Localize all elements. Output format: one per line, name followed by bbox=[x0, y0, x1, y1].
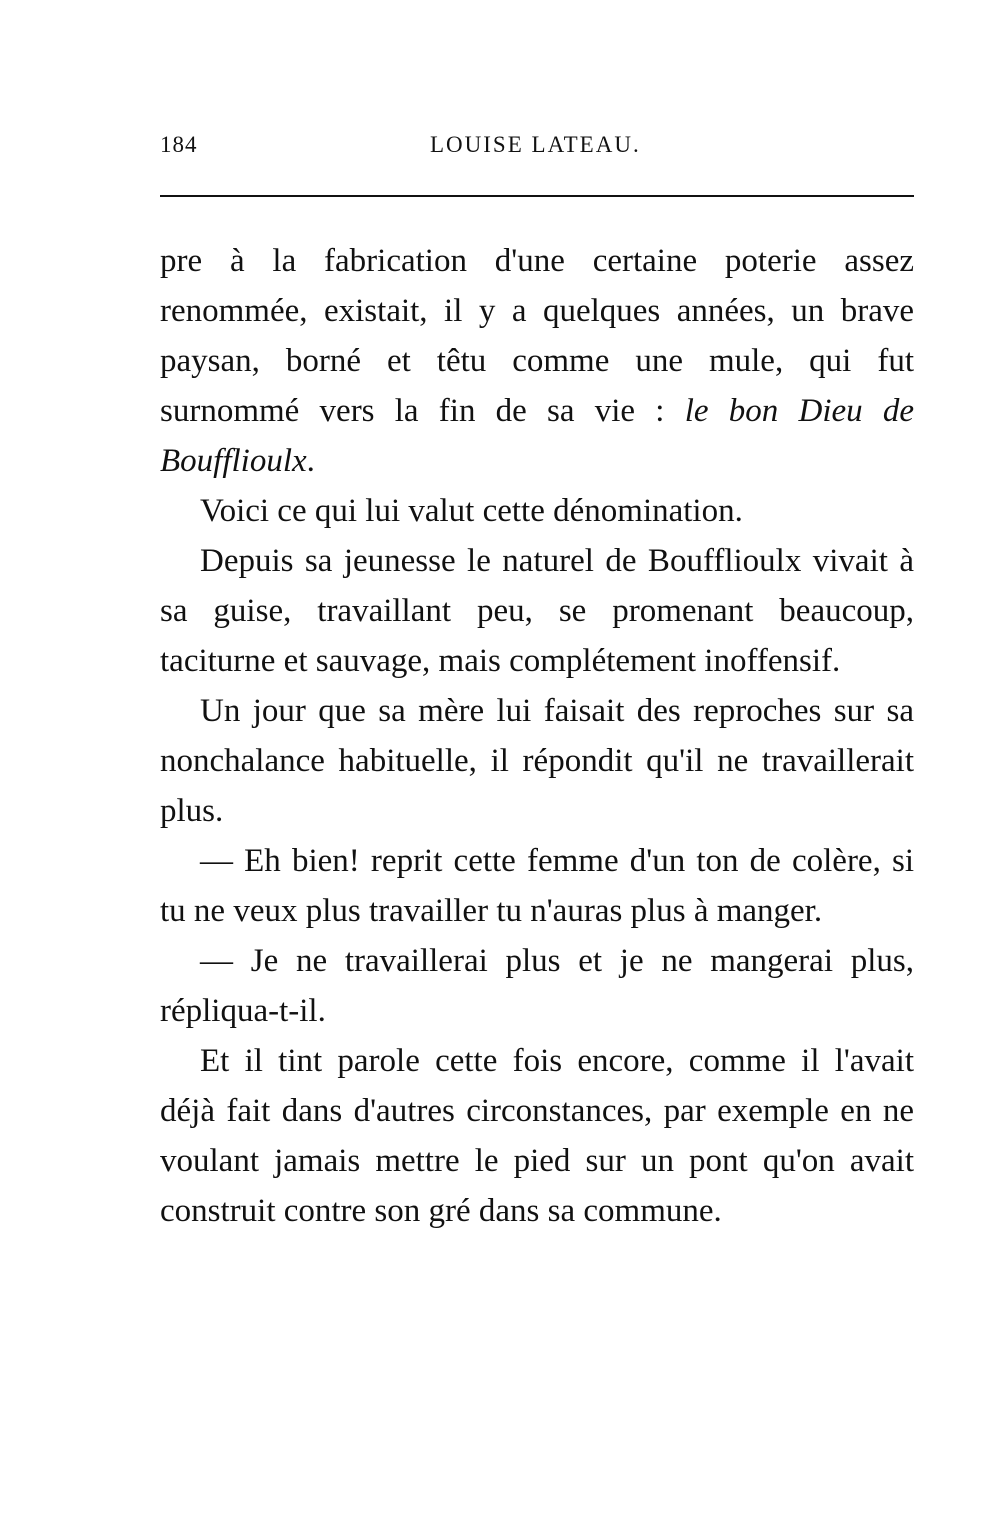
paragraph: Un jour que sa mère lui faisait des reproches sur sa nonchalance habituelle, il répondit qu'il ne travaillerait plus. bbox=[160, 693, 914, 829]
paragraph: Voici ce qui lui valut cette dénomination. bbox=[200, 493, 743, 529]
dialogue-paragraph: — Je ne travaillerai plus et je ne mangerai plus, répliqua-t-il. bbox=[160, 943, 914, 1029]
paragraph-continuation bbox=[160, 236, 914, 486]
running-title: LOUISE LATEAU. bbox=[430, 132, 641, 157]
paragraph: Et il tint parole cette fois encore, comme il l'avait déjà fait dans d'autres circonstances, par exemple en ne voulant jamais mettre le pied sur un pont qu'on avait construit contre son gré dans sa commune. bbox=[160, 1043, 914, 1229]
body-text bbox=[160, 236, 914, 1236]
paragraph-text: pre à la fabrication d'une certaine poterie assez renommée, existait, il y a quelques années, un brave paysan, borné et têtu comme une mule, qui fut surnommé vers la fin de sa vie : bbox=[160, 243, 914, 429]
paragraph: Depuis sa jeunesse le naturel de Boufflioulx vivait à sa guise, travaillant peu, se promenant beaucoup, taciturne et sauvage, mais complétement inoffensif. bbox=[160, 543, 914, 679]
italic-name: le bon Dieu de Boufflioulx bbox=[160, 393, 915, 479]
header-rule bbox=[160, 195, 914, 197]
running-head bbox=[160, 132, 914, 162]
page-number: 184 bbox=[160, 132, 198, 157]
dialogue-paragraph: — Eh bien! reprit cette femme d'un ton de colère, si tu ne veux plus travailler tu n'auras plus à manger. bbox=[160, 843, 914, 929]
paragraph-text-end: . bbox=[306, 443, 315, 479]
